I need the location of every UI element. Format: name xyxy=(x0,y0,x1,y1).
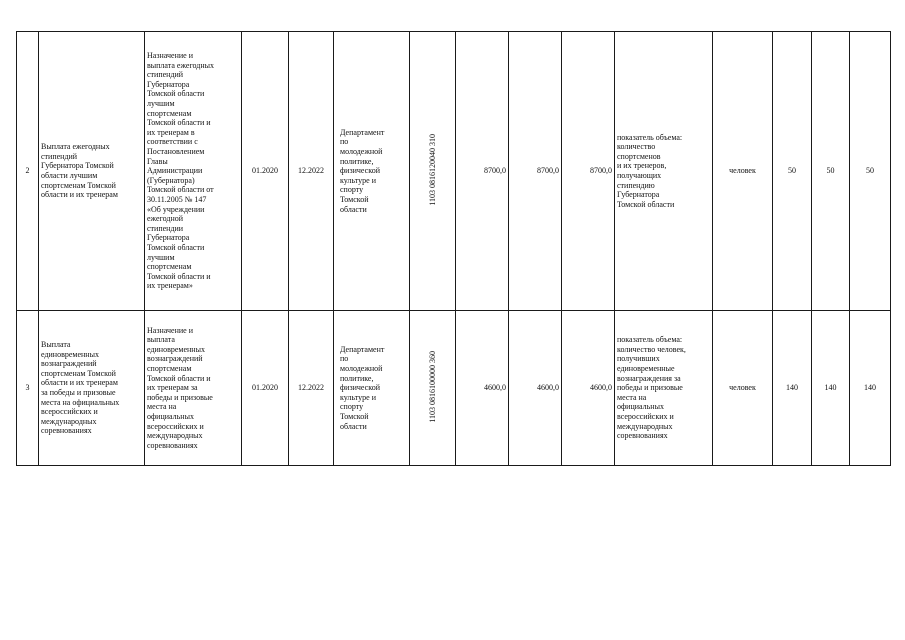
table-row xyxy=(17,32,891,311)
measure-description: Назначение и выплата единовременных вознаграждений спортсменам Томской области и их тренерам за победы и призовые места на официальных всероссийских и международных соревнованиях xyxy=(145,311,242,466)
executor: Департамент по молодежной политике, физической культуре и спорту Томской области xyxy=(334,311,410,466)
indicator: показатель объема: количество человек, получивших единовременные вознаграждения за победы и призовые места на официальных всероссийских и международных соревнованиях xyxy=(615,311,713,466)
table-row xyxy=(17,311,891,466)
measure-description: Назначение и выплата ежегодных стипендий Губернатора Томской области лучшим спортсменам Томской области и их тренерам в соответствии с Постановлением Главы Администрации (Губернатора) Томской области от 30.11.2005 № 147 «Об учреждении ежегодной стипендии Губернатора Томской области лучшим спортсменам Томской области и их тренерам» xyxy=(145,32,242,311)
indicator-value-2: 50 xyxy=(812,32,850,311)
end-date: 12.2022 xyxy=(289,32,334,311)
unit: человек xyxy=(713,311,773,466)
indicator-value-1: 140 xyxy=(773,311,812,466)
amount-year-2: 4600,0 xyxy=(509,311,562,466)
amount-year-1: 8700,0 xyxy=(456,32,509,311)
start-date: 01.2020 xyxy=(242,32,289,311)
row-number: 2 xyxy=(17,32,39,311)
indicator: показатель объема: количество спортсменов и их тренеров, получающих стипендию Губернатора Томской области xyxy=(615,32,713,311)
row-number: 3 xyxy=(17,311,39,466)
indicator-value-2: 140 xyxy=(812,311,850,466)
end-date: 12.2022 xyxy=(289,311,334,466)
unit: человек xyxy=(713,32,773,311)
amount-year-2: 8700,0 xyxy=(509,32,562,311)
start-date: 01.2020 xyxy=(242,311,289,466)
budget-code: 1103 0816100000 360 xyxy=(410,311,456,466)
amount-year-1: 4600,0 xyxy=(456,311,509,466)
amount-year-3: 8700,0 xyxy=(562,32,615,311)
budget-code: 1103 0816120040 310 xyxy=(410,32,456,311)
measure-name: Выплата ежегодных стипендий Губернатора Томской области лучшим спортсменам Томской области и их тренерам xyxy=(39,32,145,311)
executor: Департамент по молодежной политике, физической культуре и спорту Томской области xyxy=(334,32,410,311)
indicator-value-3: 50 xyxy=(850,32,891,311)
measure-name: Выплата единовременных вознаграждений спортсменам Томской области и их тренерам за победы и призовые места на официальных всероссийских и международных соревнованиях xyxy=(39,311,145,466)
program-table xyxy=(16,31,891,466)
indicator-value-1: 50 xyxy=(773,32,812,311)
amount-year-3: 4600,0 xyxy=(562,311,615,466)
indicator-value-3: 140 xyxy=(850,311,891,466)
